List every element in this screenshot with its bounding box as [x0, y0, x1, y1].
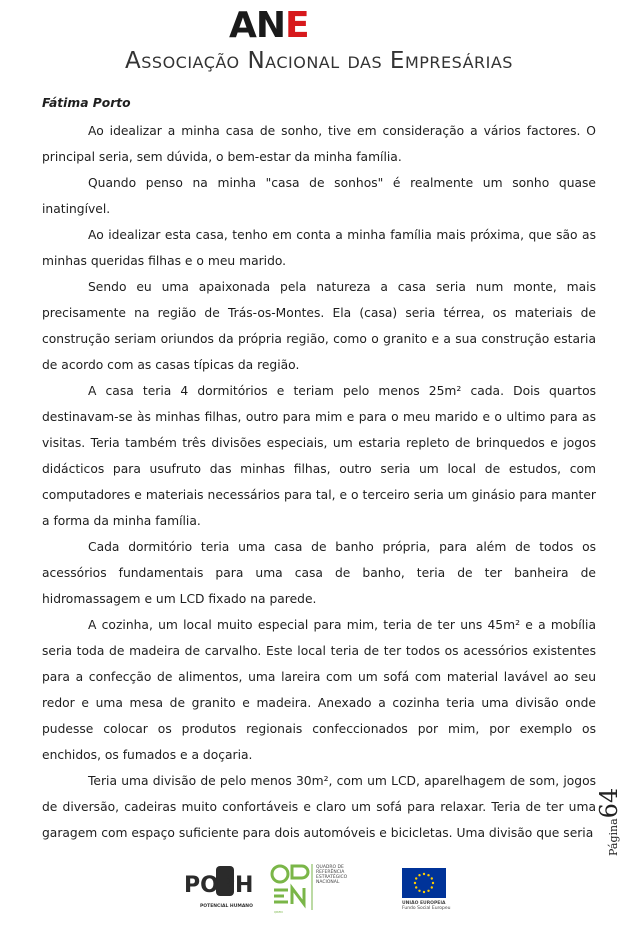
eu-star	[423, 891, 425, 893]
paragraph: Ao idealizar esta casa, tenho em conta a minha família mais próxima, que são as minhas queridas filhas e o meu marido.	[42, 228, 596, 268]
qren-description: QUADRO DE REFERÊNCIA ESTRATÉGICO NACIONAL	[316, 865, 348, 885]
paragraph: A casa teria 4 dormitórios e teriam pelo menos 25m² cada. Dois quartos destinavam-se às minhas filhas, outro para mim e para o meu marido e o ultimo para as visitas. Teria também três divisões especiais, um estaria repleto de brinquedos e jogos didácticos para usufruto das minhas filhas, outro seria um local de estudos, com computadores e materiais necessários para tal, e o terceiro seria um ginásio para manter a forma da minha família.	[42, 384, 596, 528]
page-footer	[0, 858, 638, 918]
organization-name: Associação Nacional das Empresárias	[125, 48, 513, 74]
eu-star	[415, 877, 417, 879]
eu-star	[427, 890, 429, 892]
paragraph: Ao idealizar a minha casa de sonho, tive em consideração a vários factores. O principal seria, sem dúvida, o bem-estar da minha família.	[42, 124, 596, 164]
poph-sub-text: POTENCIAL HUMANO	[200, 904, 253, 909]
eu-star	[414, 882, 416, 884]
poph-logo	[180, 860, 260, 914]
page-label: Página	[607, 818, 620, 856]
eu-line1: UNIÃO EUROPEIA	[402, 901, 446, 906]
qren-logo-text: QREN	[274, 910, 283, 914]
document-body	[42, 90, 596, 846]
eu-line2: Fundo Social Europeu	[402, 905, 451, 911]
logo-mark-end: E	[285, 5, 309, 46]
eu-star	[423, 873, 425, 875]
eu-star	[431, 877, 433, 879]
qren-logo	[270, 860, 370, 914]
eu-star	[418, 890, 420, 892]
eu-star	[427, 874, 429, 876]
eu-logo	[402, 860, 472, 914]
page-number	[595, 788, 623, 856]
poph-logo-graphic	[180, 860, 260, 914]
page-number-sidebar	[595, 774, 629, 854]
paragraph: A cozinha, um local muito especial para mim, teria de ter uns 45m² e a mobília seria toda de madeira de carvalho. Este local teria de ter todos os acessórios existentes para a confecção de alimentos, uma lareira com um sofá com material lavável ao seu redor e uma mesa de granito e madeira. Anexado a cozinha teria uma divisão onde pudesse colocar os produtos regionais confeccionados por mim, por exemplo os enchidos, os fumados e a doçaria.	[42, 618, 596, 762]
eu-star	[418, 874, 420, 876]
eu-star	[415, 886, 417, 888]
poph-logo-text: POPH	[184, 873, 254, 898]
page-number-value: 64	[595, 787, 623, 819]
paragraph: Cada dormitório teria uma casa de banho própria, para além de todos os acessórios fundamentais para uma casa de banho, teria de ter banheira de hidromassagem e um LCD fixado na parede.	[42, 540, 596, 606]
paragraph: Teria uma divisão de pelo menos 30m², com um LCD, aparelhagem de som, jogos de diversão, cadeiras muito confortáveis e claro um sofá para relaxar. Teria de ter uma garagem com espaço suficiente para dois automóveis e bicicletas. Uma divisão que seria	[42, 774, 596, 840]
paragraph: Quando penso na minha "casa de sonhos" é realmente um sonho quase inatingível.	[42, 176, 596, 216]
paragraph: Sendo eu uma apaixonada pela natureza a casa seria num monte, mais precisamente na região de Trás-os-Montes. Ela (casa) seria térrea, os materiais de construção seriam oriundos da própria região, como o granito e a sua construção estaria de acordo com as casas típicas da região.	[42, 280, 596, 372]
author-name: Fátima Porto	[42, 96, 131, 110]
ane-logo	[229, 5, 309, 46]
eu-label	[402, 902, 472, 912]
logo-mark-start: AN	[229, 5, 285, 46]
eu-star	[432, 882, 434, 884]
page-header	[0, 0, 638, 80]
eu-star	[431, 886, 433, 888]
